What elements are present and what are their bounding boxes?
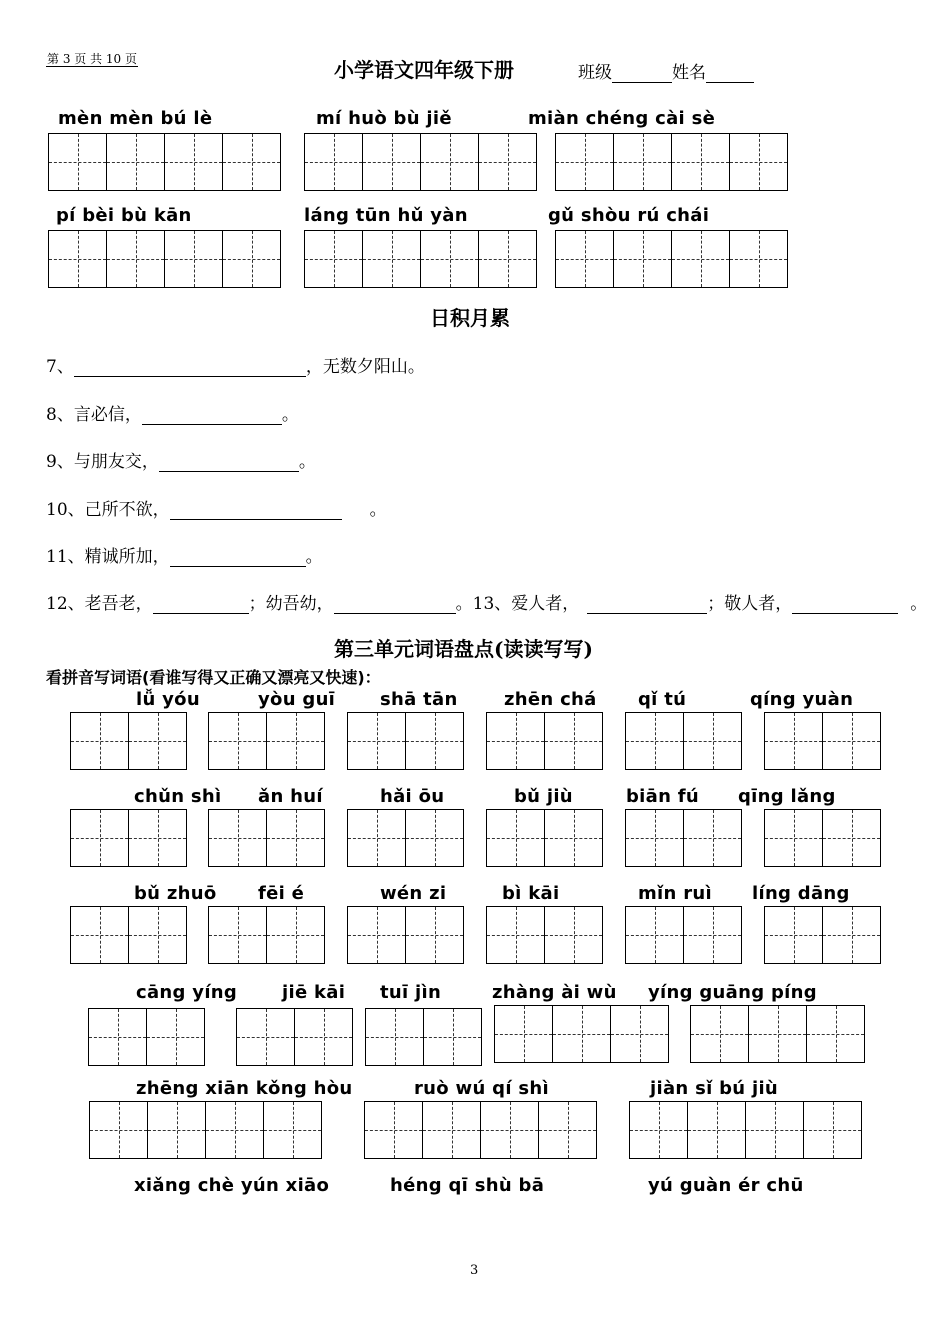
writing-grid[interactable]: [625, 712, 742, 770]
writing-grid[interactable]: [764, 712, 881, 770]
writing-cell[interactable]: [545, 713, 602, 769]
pinyin-label: qíng yuàn: [750, 689, 854, 710]
answer-blank[interactable]: [142, 424, 282, 425]
pinyin-label: bǔ jiù: [514, 786, 573, 807]
page-badge: 第 3 页 共 10 页: [47, 52, 137, 66]
writing-grid[interactable]: [347, 712, 464, 770]
writing-cell[interactable]: [481, 1102, 539, 1158]
writing-cell[interactable]: [348, 713, 406, 769]
answer-blank[interactable]: [153, 613, 249, 614]
writing-cell[interactable]: [71, 907, 129, 963]
writing-cell[interactable]: [107, 231, 165, 287]
writing-cell[interactable]: [295, 1009, 352, 1065]
pinyin-label: mǐn ruì: [638, 883, 712, 904]
writing-cell[interactable]: [556, 134, 614, 190]
writing-grid[interactable]: [494, 1005, 669, 1063]
answer-blank[interactable]: [587, 613, 707, 614]
class-name-fields: [578, 58, 754, 83]
writing-cell[interactable]: [746, 1102, 804, 1158]
writing-grid[interactable]: [48, 133, 281, 191]
writing-cell[interactable]: [487, 907, 545, 963]
writing-grid[interactable]: [88, 1008, 205, 1066]
pinyin-label: ruò wú qí shì: [414, 1078, 549, 1099]
writing-cell[interactable]: [89, 1009, 147, 1065]
writing-cell[interactable]: [545, 907, 602, 963]
writing-cell[interactable]: [487, 713, 545, 769]
writing-grid[interactable]: [625, 906, 742, 964]
writing-cell[interactable]: [49, 134, 107, 190]
writing-cell[interactable]: [730, 134, 787, 190]
writing-cell[interactable]: [267, 907, 324, 963]
writing-grid[interactable]: [365, 1008, 482, 1066]
writing-cell[interactable]: [611, 1006, 668, 1062]
question-8: 8、言必信， 。: [46, 405, 299, 425]
pinyin-label: mèn mèn bú lè: [58, 108, 213, 129]
writing-cell[interactable]: [424, 1009, 481, 1065]
writing-cell[interactable]: [129, 713, 186, 769]
writing-cell[interactable]: [626, 810, 684, 866]
writing-cell[interactable]: [626, 907, 684, 963]
writing-grid[interactable]: [236, 1008, 353, 1066]
writing-grid[interactable]: [625, 809, 742, 867]
pinyin-label: bǔ zhuō: [134, 883, 217, 904]
question-10: 10、己所不欲， 。: [46, 500, 387, 520]
pinyin-label: zhàng ài wù: [492, 982, 617, 1003]
writing-cell[interactable]: [479, 134, 536, 190]
writing-cell[interactable]: [209, 907, 267, 963]
pinyin-label: biān fú: [626, 786, 700, 807]
writing-cell[interactable]: [237, 1009, 295, 1065]
pinyin-label: shā tān: [380, 689, 458, 710]
writing-cell[interactable]: [71, 810, 129, 866]
section-heading: 日积月累: [430, 306, 510, 330]
writing-cell[interactable]: [765, 810, 823, 866]
pinyin-label: cāng yíng: [136, 982, 238, 1003]
writing-cell[interactable]: [209, 810, 267, 866]
writing-grid[interactable]: [555, 133, 788, 191]
pinyin-label: xiǎng chè yún xiāo: [134, 1175, 330, 1196]
answer-blank[interactable]: [74, 376, 306, 377]
writing-cell[interactable]: [807, 1006, 864, 1062]
writing-cell[interactable]: [684, 810, 741, 866]
writing-cell[interactable]: [406, 713, 463, 769]
pinyin-label: qǐ tú: [638, 689, 687, 710]
answer-blank[interactable]: [170, 566, 306, 567]
pinyin-label: fēi é: [258, 883, 305, 904]
pinyin-label: lǚ yóu: [136, 689, 200, 710]
writing-cell[interactable]: [348, 907, 406, 963]
page-number: 3: [470, 1263, 479, 1278]
writing-cell[interactable]: [107, 134, 165, 190]
writing-cell[interactable]: [626, 713, 684, 769]
writing-cell[interactable]: [209, 713, 267, 769]
writing-cell[interactable]: [630, 1102, 688, 1158]
pinyin-label: wén zi: [380, 883, 447, 904]
answer-blank[interactable]: [334, 613, 456, 614]
writing-cell[interactable]: [823, 713, 880, 769]
writing-cell[interactable]: [684, 907, 741, 963]
writing-grid[interactable]: [70, 809, 187, 867]
pinyin-label: yú guàn ér chū: [648, 1175, 804, 1196]
writing-grid[interactable]: [48, 230, 281, 288]
writing-grid[interactable]: [208, 906, 325, 964]
writing-grid[interactable]: [208, 712, 325, 770]
writing-cell[interactable]: [672, 231, 730, 287]
writing-grid[interactable]: [629, 1101, 862, 1159]
writing-cell[interactable]: [487, 810, 545, 866]
writing-cell[interactable]: [165, 231, 223, 287]
writing-cell[interactable]: [129, 907, 186, 963]
pinyin-label: mí huò bù jiě: [316, 108, 452, 129]
writing-cell[interactable]: [765, 907, 823, 963]
writing-cell[interactable]: [749, 1006, 807, 1062]
writing-grid[interactable]: [208, 809, 325, 867]
writing-cell[interactable]: [363, 231, 421, 287]
writing-cell[interactable]: [765, 713, 823, 769]
writing-grid[interactable]: [304, 230, 537, 288]
writing-cell[interactable]: [688, 1102, 746, 1158]
writing-grid[interactable]: [364, 1101, 597, 1159]
pinyin-label: hǎi ōu: [380, 786, 445, 807]
writing-grid[interactable]: [486, 906, 603, 964]
pinyin-label: héng qī shù bā: [390, 1175, 545, 1196]
name-label: 姓名: [672, 63, 706, 83]
writing-cell[interactable]: [421, 134, 479, 190]
writing-grid[interactable]: [347, 809, 464, 867]
pinyin-label: miàn chéng cài sè: [528, 108, 716, 129]
writing-grid[interactable]: [70, 906, 187, 964]
pinyin-label: jiàn sǐ bú jiù: [650, 1078, 779, 1099]
answer-blank[interactable]: [792, 613, 898, 614]
question-9: 9、与朋友交， 。: [46, 452, 316, 472]
writing-cell[interactable]: [223, 231, 280, 287]
writing-cell[interactable]: [823, 907, 880, 963]
writing-cell[interactable]: [614, 134, 672, 190]
writing-cell[interactable]: [406, 907, 463, 963]
pinyin-label: bì kāi: [502, 883, 560, 904]
writing-cell[interactable]: [539, 1102, 596, 1158]
answer-blank[interactable]: [170, 519, 342, 520]
writing-grid[interactable]: [555, 230, 788, 288]
writing-cell[interactable]: [730, 231, 787, 287]
pinyin-label: ǎn huí: [258, 786, 323, 807]
writing-cell[interactable]: [148, 1102, 206, 1158]
pinyin-label: gǔ shòu rú chái: [548, 205, 710, 226]
writing-cell[interactable]: [365, 1102, 423, 1158]
writing-cell[interactable]: [267, 713, 324, 769]
writing-cell[interactable]: [129, 810, 186, 866]
question-12-13: 12、老吾老， ；幼吾幼， 。13、爱人者， ；敬人者， 。: [46, 594, 928, 614]
writing-cell[interactable]: [71, 713, 129, 769]
pinyin-label: líng dāng: [752, 883, 850, 904]
writing-cell[interactable]: [672, 134, 730, 190]
writing-cell[interactable]: [147, 1009, 204, 1065]
writing-cell[interactable]: [206, 1102, 264, 1158]
pinyin-label: zhēng xiān kǒng hòu: [136, 1078, 353, 1099]
pinyin-label: zhēn chá: [504, 689, 597, 710]
writing-cell[interactable]: [423, 1102, 481, 1158]
pinyin-label: qīng lǎng: [738, 786, 836, 807]
section-heading: 第三单元词语盘点(读读写写): [334, 637, 593, 661]
writing-cell[interactable]: [614, 231, 672, 287]
writing-cell[interactable]: [823, 810, 880, 866]
writing-cell[interactable]: [545, 810, 602, 866]
writing-cell[interactable]: [223, 134, 280, 190]
writing-cell[interactable]: [495, 1006, 553, 1062]
question-11: 11、精诚所加， 。: [46, 547, 323, 567]
writing-grid[interactable]: [486, 809, 603, 867]
class-blank: [612, 82, 672, 83]
writing-cell[interactable]: [479, 231, 536, 287]
pinyin-label: chǔn shì: [134, 786, 222, 807]
writing-cell[interactable]: [305, 231, 363, 287]
answer-blank[interactable]: [159, 471, 299, 472]
writing-grid[interactable]: [764, 906, 881, 964]
class-label: 班级: [578, 63, 612, 83]
writing-cell[interactable]: [348, 810, 406, 866]
writing-cell[interactable]: [305, 134, 363, 190]
pinyin-label: yíng guāng píng: [648, 982, 817, 1003]
pinyin-label: jiē kāi: [282, 982, 346, 1003]
page-title: 小学语文四年级下册: [334, 58, 514, 82]
writing-cell[interactable]: [691, 1006, 749, 1062]
writing-grid[interactable]: [89, 1101, 322, 1159]
writing-cell[interactable]: [49, 231, 107, 287]
name-blank: [706, 82, 754, 83]
writing-cell[interactable]: [366, 1009, 424, 1065]
writing-cell[interactable]: [684, 713, 741, 769]
writing-cell[interactable]: [267, 810, 324, 866]
pinyin-label: láng tūn hǔ yàn: [304, 205, 468, 226]
writing-grid[interactable]: [347, 906, 464, 964]
pinyin-label: pí bèi bù kān: [56, 205, 192, 226]
writing-grid[interactable]: [70, 712, 187, 770]
pinyin-label: tuī jìn: [380, 982, 442, 1003]
writing-cell[interactable]: [421, 231, 479, 287]
pinyin-label: yòu guī: [258, 689, 336, 710]
writing-grid[interactable]: [304, 133, 537, 191]
question-7: 7、 ，无数夕阳山。: [46, 357, 425, 377]
writing-cell[interactable]: [90, 1102, 148, 1158]
writing-cell[interactable]: [804, 1102, 861, 1158]
writing-cell[interactable]: [363, 134, 421, 190]
writing-cell[interactable]: [264, 1102, 321, 1158]
instruction: 看拼音写词语(看谁写得又正确又漂亮又快速)：: [46, 668, 381, 687]
writing-grid[interactable]: [690, 1005, 865, 1063]
writing-grid[interactable]: [764, 809, 881, 867]
writing-cell[interactable]: [553, 1006, 611, 1062]
writing-cell[interactable]: [165, 134, 223, 190]
writing-cell[interactable]: [406, 810, 463, 866]
writing-cell[interactable]: [556, 231, 614, 287]
writing-grid[interactable]: [486, 712, 603, 770]
